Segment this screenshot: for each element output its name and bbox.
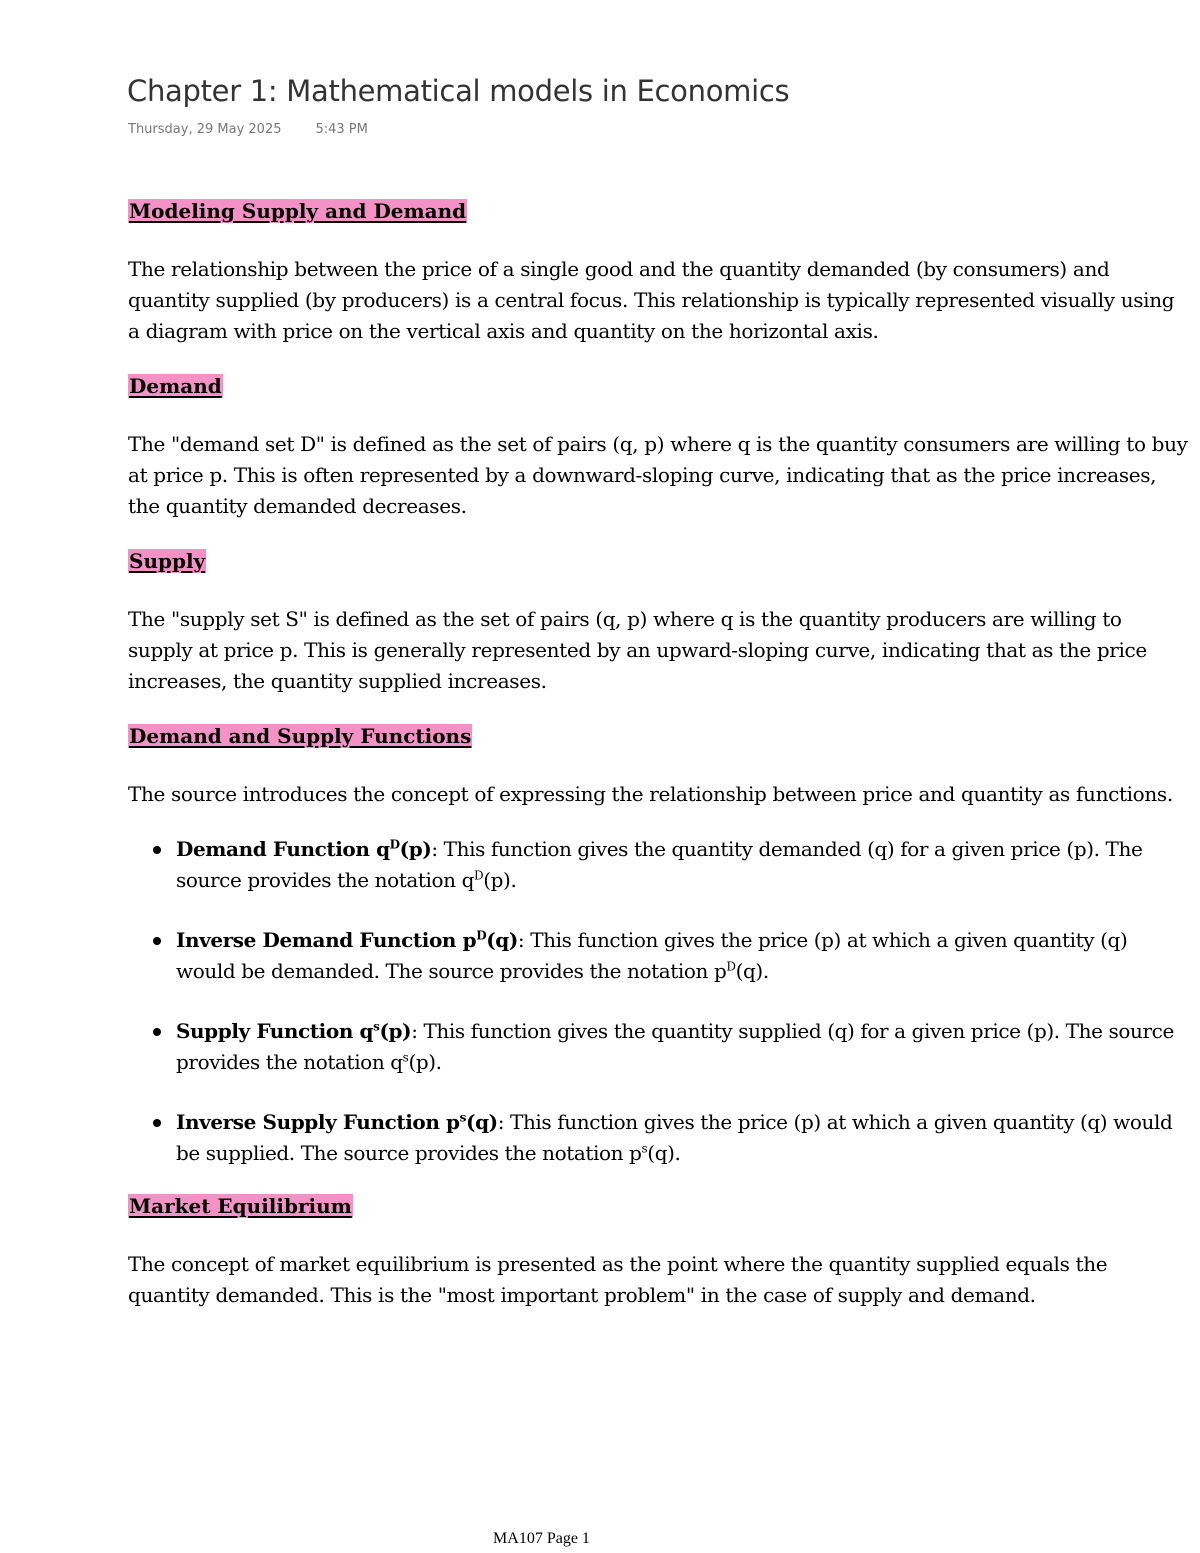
page-time: 5:43 PM	[315, 122, 368, 137]
page-date: Thursday, 29 May 2025	[128, 122, 282, 137]
list-item-inverse-demand-function: Inverse Demand Function $p^D(q)$: This function gives the price (p) at which a given quantity (q) would be demanded. The source provides the notation $p^D(q)$.	[176, 925, 1190, 987]
paragraph-supply: The "supply set S" is defined as the set of pairs (q, p) where q is the quantity producers are willing to supply at price p. This is generally represented by an upward-sloping curve, indicating that as the price increases, the quantity supplied increases.	[128, 607, 1147, 693]
heading-equilibrium: Market Equilibrium	[129, 1194, 352, 1218]
page-title[interactable]: Chapter 1: Mathematical models in Economics	[127, 74, 790, 108]
function-list	[128, 834, 1190, 1169]
list-item-demand-function: Demand Function $q^D(p)$: This function gives the quantity demanded (q) for a given price (p). The source provides the notation $q^D(p)$.	[176, 834, 1190, 896]
page-meta	[128, 122, 368, 137]
heading-modeling: Modeling Supply and Demand	[129, 199, 467, 223]
page-footer: MA107 Page 1	[493, 1530, 590, 1547]
heading-functions: Demand and Supply Functions	[129, 724, 472, 748]
paragraph-equilibrium: The concept of market equilibrium is presented as the point where the quantity supplied equals the quantity demanded. This is the "most important problem" in the case of supply and demand.	[128, 1252, 1108, 1307]
note-content[interactable]	[128, 196, 1190, 1335]
paragraph-functions: The source introduces the concept of expressing the relationship between price and quantity as functions.	[128, 782, 1173, 806]
paragraph-modeling: The relationship between the price of a single good and the quantity demanded (by consumers) and quantity supplied (by producers) is a central focus. This relationship is typically represented visually using a diagram with price on the vertical axis and quantity on the horizontal axis.	[128, 257, 1175, 343]
term: Inverse Supply Function $p^s(q)$	[176, 1110, 498, 1134]
heading-demand: Demand	[129, 374, 222, 398]
term: Demand Function $q^D(p)$	[176, 837, 432, 861]
heading-supply: Supply	[129, 549, 206, 573]
term: Supply Function $q^s(p)$	[176, 1019, 412, 1043]
list-item-supply-function: Supply Function $q^s(p)$: This function gives the quantity supplied (q) for a given price (p). The source provides the notation $q^s(p)$.	[176, 1016, 1190, 1078]
paragraph-demand: The "demand set D" is defined as the set of pairs (q, p) where q is the quantity consumers are willing to buy at price p. This is often represented by a downward-sloping curve, indicating that as the price increases, the quantity demanded decreases.	[128, 432, 1188, 518]
list-item-inverse-supply-function: Inverse Supply Function $p^s(q)$: This function gives the price (p) at which a given quantity (q) would be supplied. The source provides the notation $p^s(q)$.	[176, 1107, 1190, 1169]
term: Inverse Demand Function $p^D(q)$	[176, 928, 518, 952]
